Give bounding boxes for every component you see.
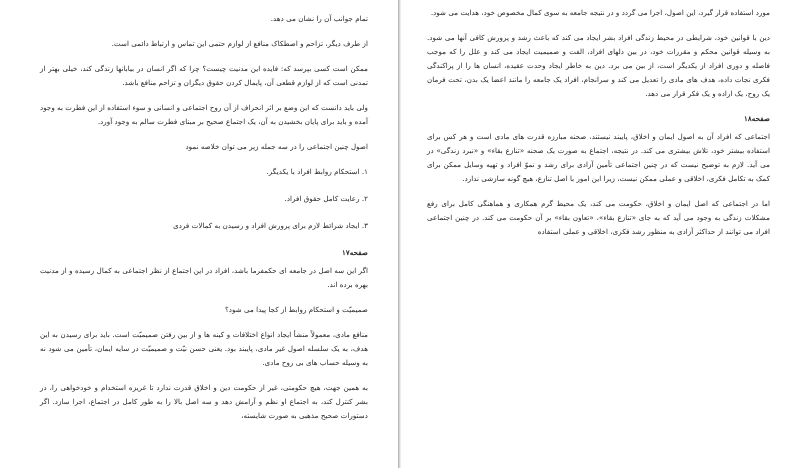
- paragraph: صمیمیّت و استحکام روابط از کجا پیدا می شود؟: [224, 305, 368, 314]
- paragraph: اصول چنین اجتماعی را در سه جمله زیر می توان خلاصه نمود: [185, 142, 368, 151]
- paragraph: منافع مادی، معمولاً منشأ ایجاد انواع اختلافات و کینه ها و از بین رفتن صمیمیّت است. باید برای رسیدن به این هدف، به یک سلسله اصول غیر مادی، پایبند بود. یعنی حسن نیّت و صمیمیّت در سایه ایمان، تأمین می شود نه به وسیله حساب های بی روح مادی.: [40, 330, 368, 367]
- list-item: ۲. رعایت کامل حقوق افراد.: [284, 194, 368, 203]
- left-page: [0, 0, 396, 468]
- paragraph: ممکن است کسی بپرسد که: فایده این مدنیت چیست؟ چرا که اگر انسان در بیابانها زندگی کند، خیلی بهتر از تمدنی است که از لوازم قطعی آن، پایمال کردن حقوق دیگران و تزاحم منافع باشد.: [40, 64, 368, 87]
- paragraph: اما در اجتماعی که اصل ایمان و اخلاق، حکومت می کند، یک محیط گرم همکاری و هماهنگی کامل برای رفع مشکلات زندگی به وجود می آید که به جای «تنازع بقاء»، «تعاون بقاء» بر آن حکومت می کند. در چنین اجتماعی افراد می توانند از حداکثر آزادی به منظور رشد فکری، اخلاقی و عملی استفاده: [427, 199, 770, 236]
- page-number-heading: صفحه۱۷: [342, 248, 368, 257]
- paragraph: تمام جوانب آن را نشان می دهد.: [270, 14, 368, 23]
- paragraph: از طرف دیگر، تزاحم و اصطکاک منافع از لوازم حتمی این تماس و ارتباط دائمی است.: [111, 39, 368, 48]
- list-item: ۳. ایجاد شرائط لازم برای پرورش افراد و رسیدن به کمالات فردی: [173, 221, 368, 230]
- paragraph: ولی باید دانست که این وضع بر اثر انحراف از آن روح اجتماعی و انسانی و سوء استفاده از این فطرت به وجود آمده و باید برای پایان بخشیدن به آن، یک اجتماع صحیح بر مبنای فطرت سالم به وجود آورد.: [40, 103, 368, 126]
- paragraph: اگر این سه اصل در جامعه ای حکمفرما باشد، افراد در این اجتماع از نظر اجتماعی به کمال رسیده و از مدنیت بهره برده اند.: [40, 266, 368, 289]
- list-item: ۱. استحکام روابط افراد با یکدیگر.: [266, 167, 368, 176]
- paragraph: به همین جهت، هیچ حکومتی، غیر از حکومت دین و اخلاق قدرت ندارد تا غریزه استخدام و خودخواهی را، در بشر کنترل کند، به اجتماع او نظم و آرامش دهد و سه اصل بالا را به طور کامل در اجتماع، اجرا سازد. اگر دستورات صحیح مذهبی به صورت شایسته،: [40, 383, 368, 420]
- paragraph: دین با قوانین خود، شرایطی در محیط زندگی افراد بشر ایجاد می کند که باعث رشد و پرورش کافی آنها می شود. به وسیله قوانین محکم و مقررات خود، در بین دلهای افراد، الفت و صمیمیت ایجاد می کند و علل را که موجب فاصله و دوری افراد از یکدیگر است، از بین می برد. دین به خاطر ایجاد وحدت عقیده، انسان ها را از پراکندگی فکری نجات داده، هدف های مادی را تعدیل می کند و سرانجام، افراد یک جامعه را مانند اعضا یک بدن، تحت فرمان یک روح، یک اراده و یک فکر قرار می دهد.: [427, 33, 770, 98]
- paragraph: اجتماعی که افراد آن به اصول ایمان و اخلاق، پایبند نیستند، صحنه مبارزه قدرت های مادی است و هر کس برای استفاده بیشتر خود، تلاش بیشتری می کند. در نتیجه، اجتماع به صورت یک صحنه «تنازع بقاء» و «نبرد زندگی» در می آید. لازم به توضیح نیست که در چنین اجتماعی تأمین آزادی برای رشد و نموّ افراد و تهیه وسایل ممکن برای کمک به تکامل فکری، اخلاقی و عملی ممکن نیست، زیرا این امور با اصل تنازع، هیچ گونه سازشی ندارد.: [427, 132, 770, 183]
- page-divider: [398, 0, 401, 468]
- page-number-heading: صفحه۱۸: [744, 114, 770, 123]
- right-page: [405, 0, 796, 468]
- paragraph: مورد استفاده قرار گیرد، این اصول، اجرا می گردد و در نتیجه جامعه به سوی کمال مخصوص خود، هدایت می شود.: [430, 8, 770, 17]
